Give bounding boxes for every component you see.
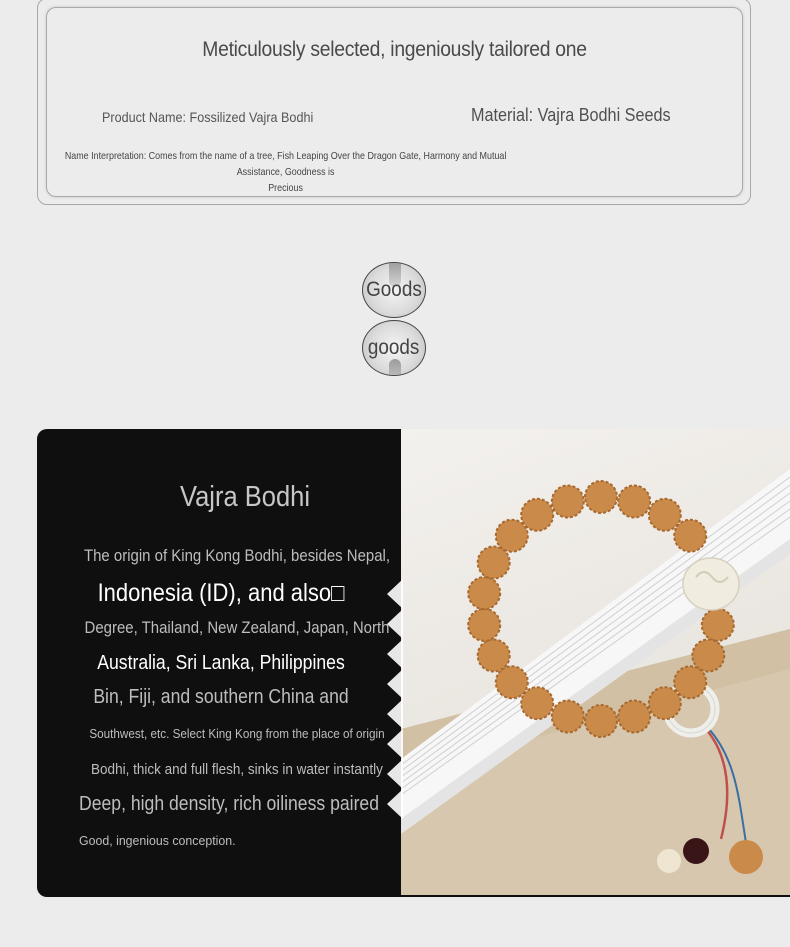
bodhi-bead	[618, 701, 650, 733]
bodhi-bead	[478, 547, 510, 579]
bodhi-bead	[468, 577, 500, 609]
description-line-1: The origin of King Kong Bodhi, besides Nepal,	[83, 546, 391, 565]
description-line-4: Australia, Sri Lanka, Philippines	[97, 652, 345, 674]
description-line-9: Good, ingenious conception.	[79, 833, 236, 848]
bodhi-bead	[702, 609, 734, 641]
bodhi-bead	[496, 666, 528, 698]
description-line-8: Deep, high density, rich oiliness paired	[78, 793, 380, 815]
bodhi-bead	[649, 499, 681, 531]
bodhi-bead	[618, 486, 650, 518]
goods-badge-top-label: Goods	[366, 278, 422, 301]
name-interpretation-text	[51, 148, 520, 196]
goods-badge-top	[362, 262, 426, 318]
description-line-3: Degree, Thailand, New Zealand, Japan, North	[84, 618, 390, 637]
description-line-2: Indonesia (ID), and also□	[97, 579, 345, 607]
description-line-5: Bin, Fiji, and southern China and	[93, 686, 349, 708]
card-title: Meticulously selected, ingeniously tailored one	[202, 38, 587, 61]
bodhi-bead	[521, 687, 553, 719]
goods-badge-bottom-label: goods	[368, 336, 420, 359]
bodhi-bead	[496, 520, 528, 552]
product-info-card	[37, 0, 751, 205]
panel-title: Vajra Bodhi	[179, 481, 311, 513]
name-interpretation-line-2: Precious	[268, 182, 303, 194]
bodhi-bead	[674, 520, 706, 552]
bodhi-bead	[552, 701, 584, 733]
bodhi-bead	[674, 666, 706, 698]
product-name-text: Product Name: Fossilized Vajra Bodhi	[102, 109, 314, 125]
bracelet-illustration	[401, 429, 790, 895]
description-line-7: Bodhi, thick and full flesh, sinks in water instantly	[91, 761, 383, 778]
badge-smear-decoration	[389, 359, 401, 376]
bodhi-bead	[585, 705, 617, 737]
product-description-panel	[37, 429, 790, 897]
bodhi-bead	[521, 499, 553, 531]
goods-badge-bottom	[362, 320, 426, 376]
bodhi-bead	[468, 609, 500, 641]
zigzag-edge-decoration	[387, 579, 403, 829]
bodhi-bead	[649, 687, 681, 719]
description-line-6: Southwest, etc. Select King Kong from the place of origin	[89, 726, 385, 741]
bodhi-bead	[692, 640, 724, 672]
product-info-inner-frame	[46, 7, 743, 197]
material-text: Material: Vajra Bodhi Seeds	[471, 105, 671, 125]
bodhi-bead	[585, 481, 617, 513]
bracelet-product-photo	[401, 429, 790, 895]
name-interpretation-line-1: Name Interpretation: Comes from the name of a tree, Fish Leaping Over the Dragon Gate, Harmony and Mutual Assistance, Goodness is	[64, 150, 507, 178]
bodhi-bead	[478, 640, 510, 672]
bodhi-bead	[552, 486, 584, 518]
